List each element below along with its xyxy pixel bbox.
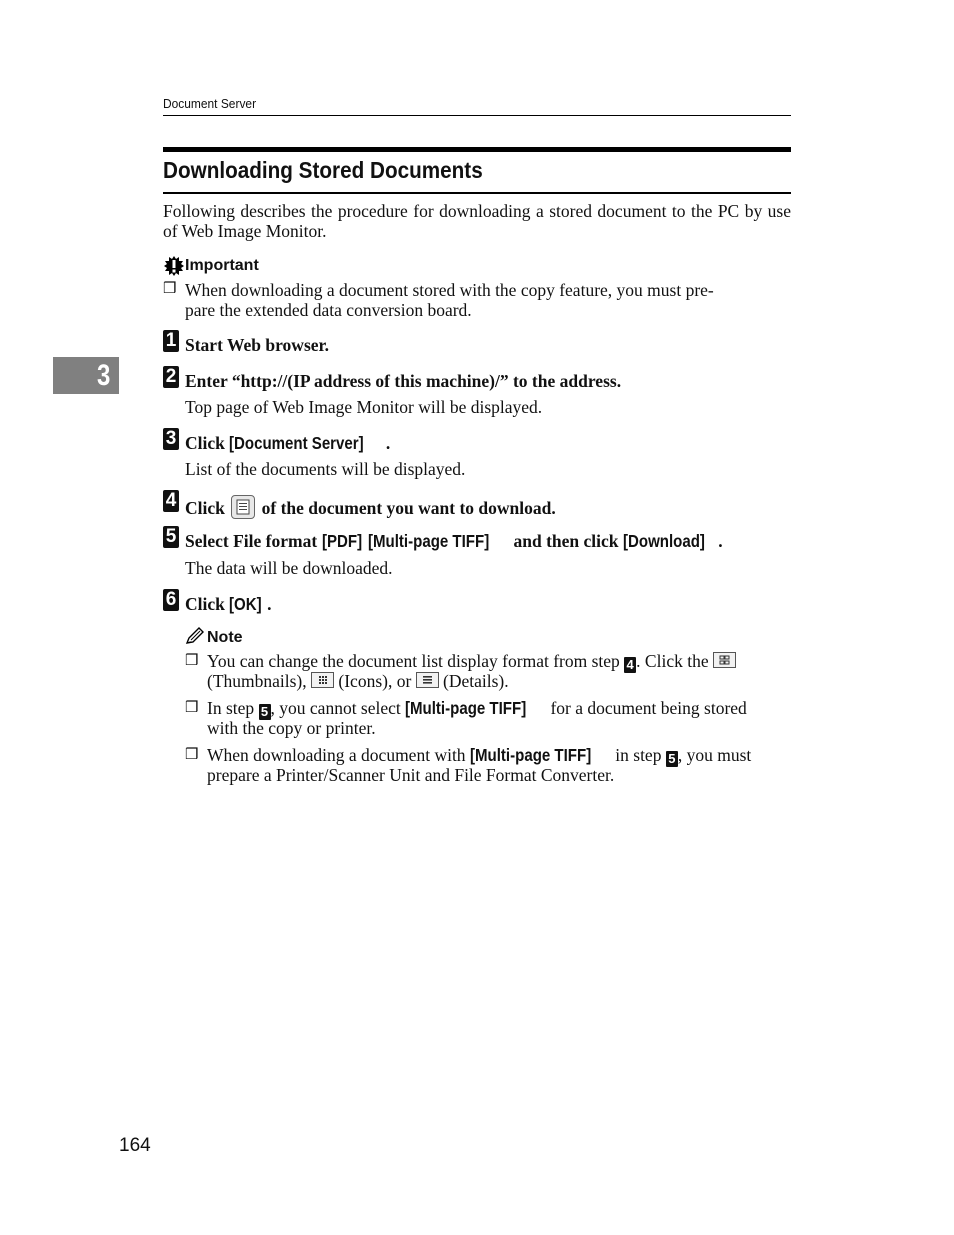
ok-button-ref: [OK]: [229, 594, 262, 614]
note-1-text-a: You can change the document list display format from step: [207, 651, 625, 671]
step-3-result: List of the documents will be displayed.: [185, 459, 466, 479]
step-2-text: Enter “http://(IP address of this machine)/” to the address.: [185, 371, 622, 391]
step-ref-5: 5: [259, 704, 271, 720]
note-1-text-e: (Details).: [438, 671, 509, 691]
step-6-text: [185, 594, 272, 615]
step-5-text: [185, 531, 723, 552]
step-ref-5: 5: [666, 751, 678, 767]
step-number-4: 4: [163, 490, 179, 512]
step-6-prefix: Click: [185, 594, 230, 614]
checkbox-bullet-icon: ❒: [163, 281, 177, 297]
step-number-1: 1: [163, 330, 179, 352]
details-view-icon: [416, 672, 439, 688]
step-2-result: Top page of Web Image Monitor will be displayed.: [185, 397, 543, 417]
step-4-suffix: of the document you want to download.: [257, 498, 556, 518]
step-ref-4: 4: [624, 657, 636, 673]
note-label: Note: [207, 629, 243, 646]
download-button-ref: [Download]: [622, 531, 705, 551]
note-1-text-d: (Icons), or: [334, 671, 416, 691]
note-2-text-a: In step: [207, 698, 259, 718]
note-item-1-line1: [207, 651, 736, 673]
note-item-2-line1: [207, 698, 747, 720]
note-1-text-b: . Click the: [636, 651, 713, 671]
step-6-suffix: .: [267, 594, 272, 614]
note-1-text-c: (Thumbnails),: [207, 671, 312, 691]
checkbox-bullet-icon: ❒: [185, 700, 199, 716]
step-4-text: [185, 495, 556, 519]
step-number-2: 2: [163, 366, 179, 388]
note-item-3-line1: [207, 745, 751, 767]
note-3-text-a: When downloading a document with: [207, 745, 470, 765]
important-item-line1: When downloading a document stored with the copy feature, you must pre-: [185, 280, 714, 300]
important-item-line2: pare the extended data conversion board.: [185, 300, 472, 320]
note-3-text-c: , you must: [677, 745, 752, 765]
multipage-tiff-ref: [Multi-page TIFF]: [469, 745, 592, 765]
step-1-text: Start Web browser.: [185, 335, 330, 355]
step-5-result: The data will be downloaded.: [185, 558, 393, 578]
icons-view-icon: [311, 672, 334, 688]
step-5-middle: and then click: [509, 531, 623, 551]
title-top-rule: [163, 147, 791, 152]
header-rule: [163, 115, 791, 116]
multipage-tiff-option-ref: [Multi-page TIFF]: [368, 531, 490, 551]
multipage-tiff-ref: [Multi-page TIFF]: [405, 698, 527, 718]
note-3-text-b: in step: [610, 745, 666, 765]
title-bottom-rule: [163, 192, 791, 194]
details-list-icon: [231, 495, 255, 519]
step-5-prefix: Select File format: [185, 531, 322, 551]
step-number-5: 5: [163, 526, 179, 548]
important-icon: [163, 255, 185, 277]
step-3-text: [185, 433, 390, 454]
important-label: Important: [185, 257, 259, 274]
note-2-text-b: , you cannot select: [270, 698, 406, 718]
note-2-text-c: for a document being stored: [546, 698, 747, 718]
note-pencil-icon: [185, 627, 205, 645]
step-number-3: 3: [163, 428, 179, 450]
step-number-6: 6: [163, 589, 179, 611]
pdf-option-ref: [PDF]: [321, 531, 362, 551]
step-4-prefix: Click: [185, 498, 230, 518]
chapter-number: 3: [97, 359, 111, 392]
section-title: Downloading Stored Documents: [163, 157, 483, 183]
page-number: 164: [119, 1135, 151, 1156]
note-item-2-line2: with the copy or printer.: [207, 718, 376, 738]
note-item-3-line2: prepare a Printer/Scanner Unit and File Format Converter.: [207, 765, 615, 785]
checkbox-bullet-icon: ❒: [185, 653, 199, 669]
thumbnails-icon: [713, 652, 736, 668]
note-item-1-line2: [207, 671, 509, 691]
step-3-suffix: .: [385, 433, 391, 453]
intro-paragraph: Following describes the procedure for downloading a stored document to the PC by use of Web Image Monitor.: [163, 201, 791, 241]
step-3-prefix: Click: [185, 433, 230, 453]
running-head: Document Server: [163, 96, 257, 111]
step-5-suffix: .: [718, 531, 723, 551]
checkbox-bullet-icon: ❒: [185, 747, 199, 763]
document-server-button-ref: [Document Server]: [229, 433, 364, 453]
